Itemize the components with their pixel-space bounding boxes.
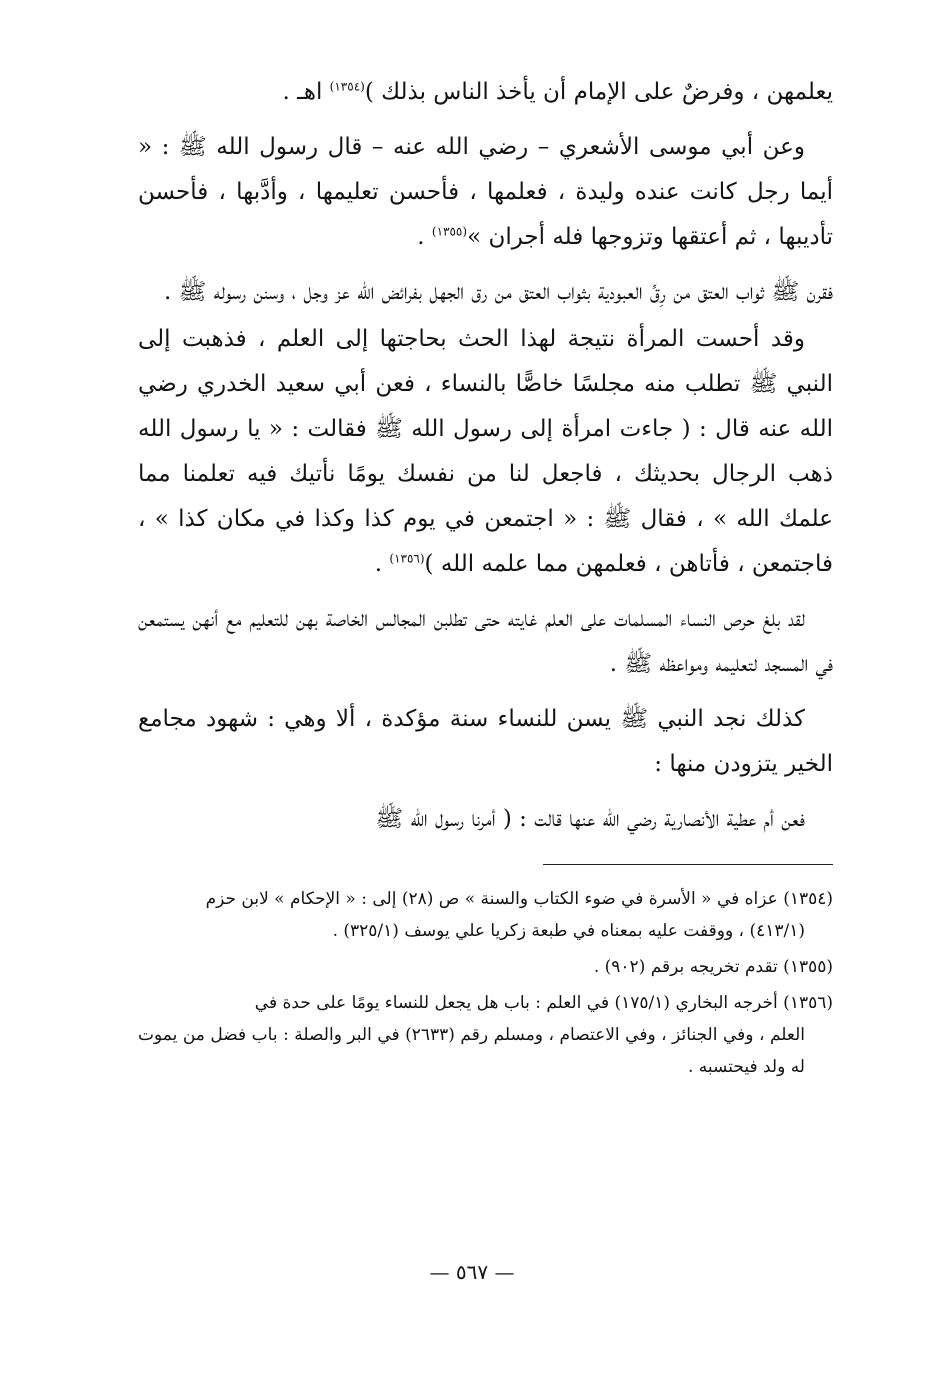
footnote-ref-1356[interactable]: (١٣٥٦) <box>389 551 425 566</box>
paragraph-6: كذلك نجد النبي ﷺ يسن للنساء سنة مؤكدة ، ألا وهي : شهود مجامع الخير يتزودن منها : <box>138 706 833 777</box>
footnote-line: (١٣٥٤) عزاه في « الأسرة في ضوء الكتاب والسنة » ص (٢٨) إلى : « الإحكام » لابن حزم <box>205 889 833 909</box>
main-text <box>138 70 833 842</box>
page-number: — ٥٦٧ — <box>429 1260 515 1284</box>
footnote-ref-1355[interactable]: (١٣٥٥) <box>431 224 468 239</box>
footnote-line: (٤١٣/١) ، ووقفت عليه بمعناه في طبعة زكريا علي يوسف (٣٢٥/١) . <box>332 921 805 941</box>
paragraph-1: يعلمهن ، وفرضٌ على الإمام أن يأخذ الناس بذلك )$^{(١٣٥٤)}$ اهـ . <box>282 79 833 105</box>
footnotes <box>138 883 833 1083</box>
paragraph-2: وعن أبي موسى الأشعري – رضي الله عنه – قال رسول الله ﷺ : « أيما رجل كانت عنده وليدة ، فعلمها ، فأحسن تعليمها ، وأدَّبها ، فأحسن تأديبها ، ثم أعتقها وتزوجها فله أجران »$^{(١٣٥٥)}$ . <box>138 134 833 250</box>
paragraph-5: لقد بلغ حرص النساء المسلمات على العلم غايته حتى تطلبن المجالس الخاصة بهن للتعليم مع أنهن يستمعن في المسجد لتعليمه ومواعظه ﷺ . <box>138 606 833 677</box>
paragraph-3: فقرن ﷺ ثواب العتق من رِقِّ العبودية بثواب العتق من رق الجهل بفرائض الله عز وجل ، وسنن رسوله ﷺ . <box>164 279 833 305</box>
paragraph-4: وقد أحست المرأة نتيجة لهذا الحث بحاجتها إلى العلم ، فذهبت إلى النبي ﷺ تطلب منه مجلسًا خاصًّا بالنساء ، فعن أبي سعيد الخدري رضي الله عنه قال : ( جاءت امرأة إلى رسول الله ﷺ فقالت : « يا رسول الله ذهب الرجال بحديثك ، فاجعل لنا من نفسك يومًا نأتيك فيه تعلمنا مما علمك الله » ، فقال ﷺ : « اجتمعن في يوم كذا وكذا في مكان كذا » ، فاجتمعن ، فأتاهن ، فعلمهن مما علمه الله )$^{(١٣٥٦)}$ . <box>138 326 833 577</box>
book-page <box>138 70 833 1370</box>
footnote-line: (١٣٥٦) أخرجه البخاري (١٧٥/١) في العلم : باب هل يجعل للنساء يومًا على حدة في <box>254 993 833 1013</box>
footnote-ref-1354[interactable]: (١٣٥٤) <box>329 79 365 94</box>
footnote-1356 <box>138 987 833 1083</box>
footnote-1355 <box>138 951 833 983</box>
footnote-separator <box>543 864 833 865</box>
footnote-line: العلم ، وفي الجنائز ، وفي الاعتصام ، ومسلم رقم (٢٦٣٣) في البر والصلة : باب فضل من يموت له ولد فيحتسبه . <box>138 1025 806 1077</box>
footnote-line: (١٣٥٥) تقدم تخريجه برقم (٩٠٢) . <box>593 957 833 977</box>
footnote-1354 <box>138 883 833 947</box>
paragraph-7: فعن أم عطية الأنصارية رضي الله عنها قالت : ( أمرنا رسول الله ﷺ <box>375 806 805 832</box>
